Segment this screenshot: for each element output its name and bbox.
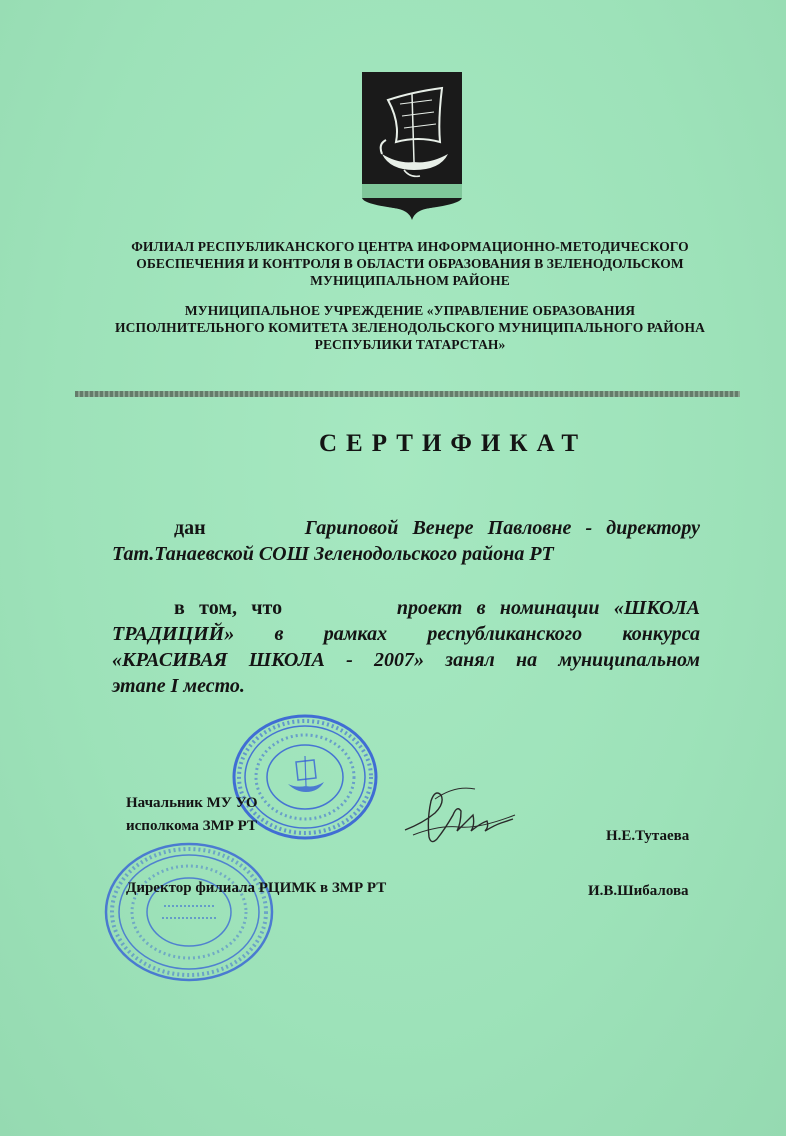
coat-of-arms-emblem [360, 70, 464, 220]
org2-header [80, 302, 740, 353]
org1-line: ОБЕСПЕЧЕНИЯ И КОНТРОЛЯ В ОБЛАСТИ ОБРАЗОВАНИЯ В ЗЕЛЕНОДОЛЬСКОМ [136, 256, 684, 271]
statement-line-1 [112, 595, 700, 621]
signature-icon [395, 775, 525, 855]
statement-line1-text: проект в номинации «ШКОЛА [396, 597, 700, 619]
org2-line: ИСПОЛНИТЕЛЬНОГО КОМИТЕТА ЗЕЛЕНОДОЛЬСКОГО МУНИЦИПАЛЬНОГО РАЙОНА [115, 320, 705, 335]
org1-line: МУНИЦИПАЛЬНОМ РАЙОНЕ [310, 273, 510, 288]
recipient-name: Гариповой Венере Павловне - директору [304, 517, 701, 539]
divider-rule [75, 391, 740, 397]
head-title-line1: Начальник МУ УО [126, 795, 258, 811]
award-line-1 [112, 515, 700, 541]
certificate-title: СЕРТИФИКАТ [318, 430, 587, 457]
statement-lead: в том, что [174, 597, 283, 619]
director-title: Директор филиала РЦИМК в ЗМР РТ [126, 880, 387, 896]
statement-line-2: ТРАДИЦИЙ» в рамках республиканского конкурса [112, 623, 700, 645]
director-name: И.В.Шибалова [588, 883, 689, 899]
org1-line: ФИЛИАЛ РЕСПУБЛИКАНСКОГО ЦЕНТРА ИНФОРМАЦИОННО-МЕТОДИЧЕСКОГО [131, 239, 689, 254]
org2-line: МУНИЦИПАЛЬНОЕ УЧРЕЖДЕНИЕ «УПРАВЛЕНИЕ ОБРАЗОВАНИЯ [184, 303, 636, 318]
branch-stamp-icon [102, 840, 277, 985]
org1-header [80, 238, 740, 289]
head-title-line2: исполкома ЗМР РТ [126, 818, 258, 834]
statement-line-3: «КРАСИВАЯ ШКОЛА - 2007» занял на муниципальном [112, 649, 700, 671]
given-label: дан [174, 517, 206, 539]
award-paragraph [112, 515, 700, 567]
head-name: Н.Е.Тутаева [606, 828, 690, 844]
statement-paragraph [112, 595, 700, 699]
org2-line: РЕСПУБЛИКИ ТАТАРСТАН» [314, 337, 506, 352]
recipient-school: Тат.Танаевской СОШ Зеленодольского района РТ [112, 543, 554, 565]
statement-line-4: этапе I место. [112, 675, 245, 697]
